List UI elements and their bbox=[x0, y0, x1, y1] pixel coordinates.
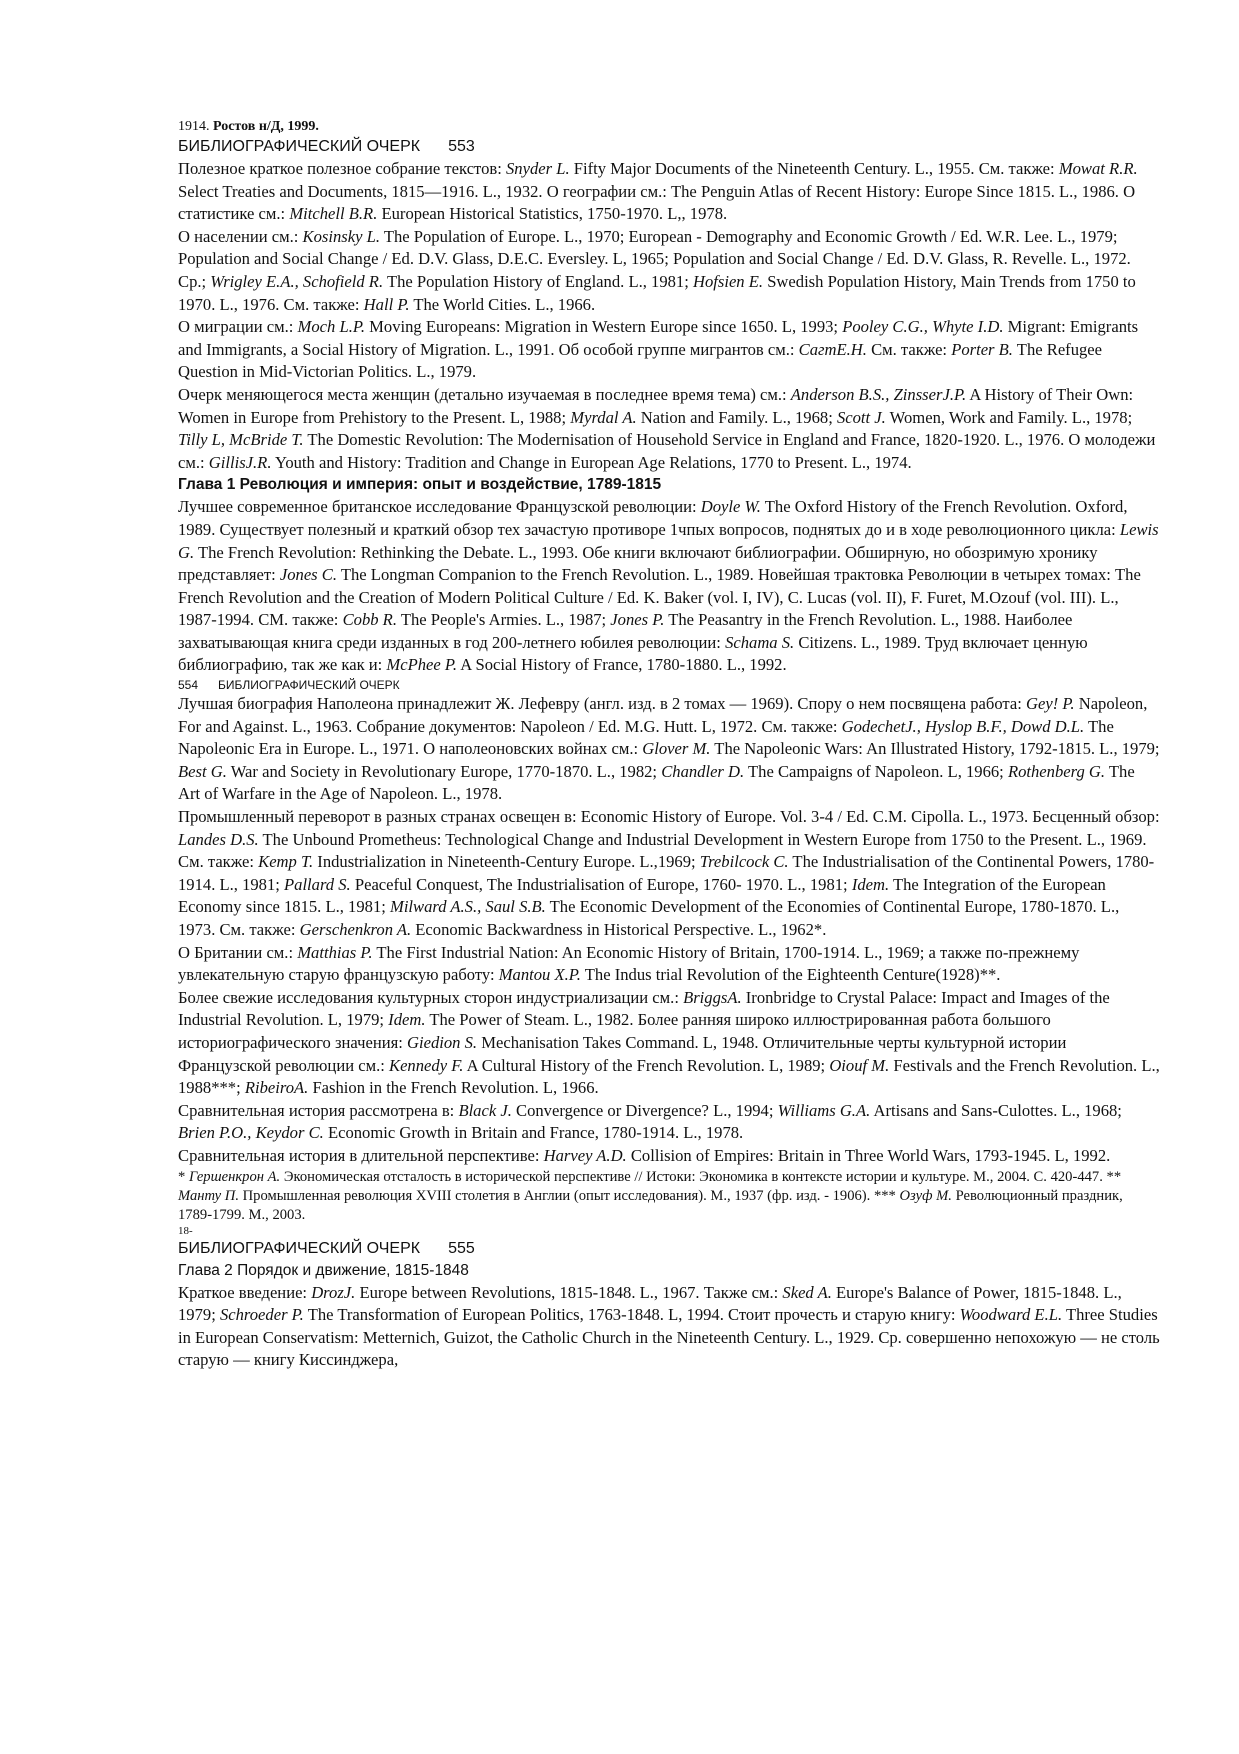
text-run: Economic Growth in Britain and France, 1780-1914. L., 1978. bbox=[323, 1123, 744, 1143]
top-line-bold: Ростов н/Д, 1999. bbox=[213, 119, 319, 134]
citation-author: Pallard S. bbox=[284, 874, 351, 894]
text-run: The Longman Companion to the French Revolution. L., 1989. Новейшая трактовка Революции в четырех томах: The French Revolution and the Creation of Modern Political Culture / Ed. K. Baker (vol. I, IV), C. Lucas (vol. II), F. Furet, M.Ozouf (vol. III). L., 1987-1994. СМ. также: bbox=[178, 565, 1141, 630]
text-run: Лучшая биография Наполеона принадлежит Ж. Лефевру (англ. изд. в 2 томах — 1969). Спору о нем посвящена работа: bbox=[178, 694, 1027, 714]
text-run: Промышленная революция XVIII столетия в Англии (опыт исследования). М., 1937 (фр. изд. - 1906). *** bbox=[238, 1187, 900, 1204]
text-run: Экономическая отсталость в исторической перспективе // Истоки: Экономика в контексте истории и культуре. М., 2004. С. 420-447. ** bbox=[280, 1168, 1122, 1185]
text-run: Революционный праздник, 1789-1799. М., 2003. bbox=[178, 1187, 1123, 1223]
citation-author: Озуф М. bbox=[899, 1187, 952, 1204]
text-run: Select Treaties and Documents, 1815—1916. L., 1932. О географии см.: The Penguin Atlas of Recent History: Europe Since 1815. L., 1986. О статистике см.: bbox=[178, 181, 1136, 224]
citation-author: Tilly L, McBride T. bbox=[178, 430, 304, 450]
citation-author: Jones P. bbox=[610, 610, 665, 630]
citation-author: BriggsA. bbox=[683, 987, 742, 1007]
text-run: The Domestic Revolution: The Modernisation of Household Service in England and France, 1820-1920. L., 1976. О молодежи см.: bbox=[178, 430, 1156, 472]
text-run: Artisans and Sans-Culottes. L., 1968; bbox=[870, 1100, 1122, 1120]
text-run: The Campaigns of Napoleon. L, 1966; bbox=[744, 761, 1008, 781]
running-head-554 bbox=[178, 677, 1160, 693]
bibliography-paragraph bbox=[178, 1145, 1160, 1168]
text-run: Fifty Major Documents of the Nineteenth Century. L., 1955. См. также: bbox=[569, 159, 1059, 178]
citation-author: Woodward E.L. bbox=[959, 1305, 1063, 1325]
text-run: О Британии см.: bbox=[178, 942, 298, 962]
text-run: Сравнительная история рассмотрена в: bbox=[178, 1100, 459, 1120]
text-run: Napoleon, For and Against. L., 1963. Собрание документов: Napoleon / Ed. M.G. Hutt. L, 1972. См. также: bbox=[178, 694, 1148, 736]
text-run: The Economic Development of the Economies of Continental Europe, 1780-1870. L., 1973. См. также: bbox=[178, 897, 1120, 939]
paragraph-group-c bbox=[178, 693, 1160, 1167]
text-run: The Refugee Question in Mid-Victorian Politics. L., 1979. bbox=[178, 339, 1103, 382]
citation-author: Moch L.P. bbox=[297, 317, 365, 337]
text-run: Mechanisation Takes Command. L, 1948. Отличительные черты культурной истории Французской революции см.: bbox=[178, 1032, 1067, 1075]
text-run: Three Studies in European Conservatism: Metternich, Guizot, the Catholic Church in the Nineteenth Century. L., 1929. Ср. совершенно непохожую — не столь старую — книгу Киссинджера, bbox=[178, 1305, 1160, 1370]
chapter-1-heading: Глава 1 Революция и империя: опыт и воздействие, 1789-1815 bbox=[178, 476, 662, 494]
text-run: War and Society in Revolutionary Europe, 1770-1870. L., 1982; bbox=[226, 761, 662, 781]
citation-author: Gerschenkron A. bbox=[299, 920, 412, 939]
citation-author: Giedion S. bbox=[407, 1032, 478, 1052]
bibliography-paragraph bbox=[178, 496, 1160, 677]
text-run: The Oxford History of the French Revolution. Oxford, 1989. Существует полезный и краткий обзор тех зачастую противоре 1чпых вопросов, поднятых до и в ходе революционного цикла: bbox=[178, 497, 1128, 539]
citation-author: Glover M. bbox=[642, 739, 711, 759]
text-run: The People's Armies. L., 1987; bbox=[396, 610, 611, 630]
folio-mark: 18- bbox=[178, 1224, 193, 1237]
text-run: Citizens. L., 1989. Труд включает ценную библиографию, так же как и: bbox=[178, 632, 1088, 675]
text-run: Europe between Revolutions, 1815-1848. L., 1967. Также см.: bbox=[355, 1282, 783, 1302]
text-run: * bbox=[178, 1168, 189, 1185]
running-head-555 bbox=[178, 1238, 1160, 1260]
running-head-title: БИБЛИОГРАФИЧЕСКИЙ ОЧЕРК bbox=[178, 138, 421, 155]
running-head-553 bbox=[178, 136, 1160, 158]
text-run: Europe's Balance of Power, 1815-1848. L., 1979; bbox=[178, 1282, 1122, 1325]
citation-author: Harvey A.D. bbox=[543, 1145, 627, 1165]
citation-author: Doyle W. bbox=[700, 497, 761, 517]
citation-author: Rothenberg G. bbox=[1007, 761, 1106, 781]
citation-author: Brien P.O., Keydor C. bbox=[178, 1123, 324, 1143]
text-run: Economic Backwardness in Historical Perspective. L., 1962*. bbox=[411, 920, 827, 939]
citation-author: Lewis G. bbox=[178, 519, 1159, 562]
top-line-plain: 1914. bbox=[178, 119, 213, 134]
text-run: A History of Their Own: Women in Europe from Prehistory to the Present. L, 1988; bbox=[178, 384, 1134, 427]
text-run: The Transformation of European Politics, 1763-1848. L, 1994. Стоит прочесть и старую книгу: bbox=[303, 1305, 960, 1325]
citation-author: DrozJ. bbox=[311, 1282, 356, 1302]
text-run: The First Industrial Nation: An Economic History of Britain, 1700-1914. L., 1969; а также по-прежнему увлекательную старую французскую работу: bbox=[178, 942, 1080, 985]
text-run: Лучшее современное британское исследование Французской революции: bbox=[178, 497, 701, 517]
citation-author: Landes D.S. bbox=[178, 829, 259, 849]
page-number: 553 bbox=[448, 138, 475, 155]
text-run: The Industrialisation of the Continental Powers, 1780-1914. L., 1981; bbox=[178, 852, 1155, 894]
document-page bbox=[178, 118, 1160, 1372]
text-run: The Population History of England. L., 1981; bbox=[383, 271, 693, 291]
citation-author: Williams G.A. bbox=[777, 1100, 871, 1120]
text-run: Сравнительная история в длительной перспективе: bbox=[178, 1145, 544, 1165]
text-run: The Indus trial Revolution of the Eighteenth Centure(1928)**. bbox=[580, 965, 1001, 985]
bibliography-paragraph bbox=[178, 384, 1160, 474]
bibliography-paragraph bbox=[178, 226, 1160, 316]
running-head-title: БИБЛИОГРАФИЧЕСКИЙ ОЧЕРК bbox=[218, 678, 400, 693]
citation-author: Hofsien E. bbox=[692, 271, 764, 291]
citation-author: McPhee P. bbox=[386, 655, 458, 675]
text-run: О миграции см.: bbox=[178, 317, 298, 337]
bibliography-paragraph bbox=[178, 1282, 1160, 1372]
citation-author: Myrdal A. bbox=[570, 407, 637, 427]
citation-author: Kosinsky L. bbox=[302, 226, 380, 246]
text-run: The Unbound Prometheus: Technological Change and Industrial Development in Western Europe from 1750 to the Present. L., 1969. См. также: bbox=[178, 829, 1147, 872]
text-run: The Napoleonic Wars: An Illustrated History, 1792-1815. L., 1979; bbox=[710, 739, 1160, 759]
bibliography-paragraph bbox=[178, 806, 1160, 942]
citation-author: Best G. bbox=[178, 761, 227, 781]
bibliography-paragraph bbox=[178, 987, 1160, 1100]
citation-author: RibeiroA. bbox=[244, 1078, 309, 1098]
text-run: European Historical Statistics, 1750-1970. L,, 1978. bbox=[377, 204, 728, 224]
bibliography-paragraph bbox=[178, 316, 1160, 384]
citation-author: Mantou X.P. bbox=[498, 965, 581, 985]
citation-author: Trebilcock C. bbox=[699, 852, 789, 872]
paragraph-group-b bbox=[178, 496, 1160, 677]
citation-author: Pooley C.G., Whyte I.D. bbox=[842, 317, 1004, 337]
text-run: The Integration of the European Economy since 1815. L., 1981; bbox=[178, 874, 1106, 917]
text-run: Nation and Family. L., 1968; bbox=[636, 407, 837, 427]
text-run: Moving Europeans: Migration in Western Europe since 1650. L, 1993; bbox=[365, 317, 843, 337]
text-run: О населении см.: bbox=[178, 226, 303, 246]
text-run: Collision of Empires: Britain in Three World Wars, 1793-1945. L, 1992. bbox=[626, 1145, 1111, 1165]
top-line bbox=[178, 118, 1160, 136]
citation-author: CaгmE.H. bbox=[798, 339, 867, 359]
citation-author: Scott J. bbox=[836, 407, 886, 427]
citation-author: Gey! P. bbox=[1026, 694, 1075, 714]
citation-author: Oiouf M. bbox=[829, 1055, 890, 1075]
citation-author: Milward A.S., Saul S.B. bbox=[390, 897, 546, 917]
text-run: Полезное краткое полезное собрание текстов: bbox=[178, 159, 506, 178]
citation-author: GodechetJ., Hyslop B.F., Dowd D.L. bbox=[841, 716, 1085, 736]
citation-author: Hall P. bbox=[363, 294, 410, 314]
citation-author: Chandler D. bbox=[661, 761, 745, 781]
citation-author: Matthias P. bbox=[297, 942, 373, 962]
citation-author: Idem. bbox=[388, 1010, 426, 1030]
text-run: The Napoleonic Era in Europe. L., 1971. О наполеоновских войнах см.: bbox=[178, 716, 1114, 759]
citation-author: Cobb R. bbox=[342, 610, 397, 630]
citation-author: GillisJ.R. bbox=[208, 452, 272, 472]
citation-author: Kemp T. bbox=[258, 852, 314, 872]
citation-author: Kennedy F. bbox=[389, 1055, 464, 1075]
text-run: Festivals and the French Revolution. L., 1988***; bbox=[178, 1055, 1160, 1098]
text-run: Более свежие исследования культурных сторон индустриализации см.: bbox=[178, 987, 684, 1007]
text-run: The Peasantry in the French Revolution. L., 1988. Наиболее захватывающая книга среди изданных в год 200-летнего юбилея революции: bbox=[178, 610, 1073, 652]
paragraph-group-a bbox=[178, 158, 1160, 474]
footnote bbox=[178, 1168, 1160, 1225]
citation-author: Snyder L. bbox=[506, 159, 570, 178]
bibliography-paragraph bbox=[178, 693, 1160, 806]
page-number: 555 bbox=[448, 1239, 475, 1257]
citation-author: Wrigley E.A., Schofield R. bbox=[210, 271, 384, 291]
text-run: Промышленный переворот в разных странах освещен в: Economic History of Europe. Vol. 3-4 / Ed. C.M. Cipolla. L., 1973. Бесценный обзор: bbox=[178, 807, 1160, 827]
citation-author: Porter B. bbox=[951, 339, 1013, 359]
text-run: Fashion in the French Revolution. L, 1966. bbox=[308, 1078, 599, 1098]
text-run: Swedish Population History, Main Trends from 1750 to 1970. L., 1976. См. также: bbox=[178, 271, 1136, 314]
bibliography-paragraph bbox=[178, 1100, 1160, 1145]
citation-author: Anderson B.S., ZinsserJ.P. bbox=[790, 384, 967, 404]
text-run: Industrialization in Nineteenth-Century Europe. L.,1969; bbox=[313, 852, 700, 872]
citation-author: Black J. bbox=[458, 1100, 512, 1120]
citation-author: Гершенкрон А. bbox=[188, 1168, 281, 1185]
text-run: Women, Work and Family. L., 1978; bbox=[885, 407, 1133, 427]
text-run: Youth and History: Tradition and Change in European Age Relations, 1770 to Present. L., 1974. bbox=[271, 452, 912, 472]
citation-author: Mowat R.R. bbox=[1058, 159, 1138, 178]
running-head-title: БИБЛИОГРАФИЧЕСКИЙ ОЧЕРК bbox=[178, 1239, 421, 1257]
text-run: The Population of Europe. L., 1970; European - Demography and Economic Growth / Ed. W.R. Lee. L., 1979; Population and Social Change / Ed. D.V. Glass, D.E.C. Eversley. L, 1965; Population and Social Change / Ed. D.V. Glass, R. Revelle. L., 1972. Ср.; bbox=[178, 226, 1131, 291]
citation-author: Манту П. bbox=[178, 1187, 239, 1204]
text-run: Ironbridge to Crystal Palace: Impact and Images of the Industrial Revolution. L, 1979; bbox=[178, 987, 1110, 1030]
text-run: The World Cities. L., 1966. bbox=[409, 294, 596, 314]
page-number: 554 bbox=[178, 678, 199, 693]
bibliography-paragraph bbox=[178, 942, 1160, 987]
paragraph-group-d bbox=[178, 1282, 1160, 1372]
citation-author: Mitchell B.R. bbox=[289, 204, 378, 224]
citation-author: Schroeder P. bbox=[219, 1305, 304, 1325]
text-run: Краткое введение: bbox=[178, 1282, 312, 1302]
text-run: The French Revolution: Rethinking the Debate. L., 1993. Обе книги включают библиографии. Обширную, но обозримую хронику представляет: bbox=[178, 542, 1098, 585]
text-run: Migrant: Emigrants and Immigrants, a Social History of Migration. L., 1991. Об особой группе мигрантов см.: bbox=[178, 317, 1139, 359]
text-run: Peaceful Conquest, The Industrialisation of Europe, 1760- 1970. L., 1981; bbox=[350, 874, 852, 894]
text-run: Очерк меняющегося места женщин (детально изучаемая в последнее время тема) см.: bbox=[178, 384, 791, 404]
citation-author: Sked A. bbox=[782, 1282, 832, 1302]
text-run: A Cultural History of the French Revolution. L, 1989; bbox=[463, 1055, 830, 1075]
text-run: A Social History of France, 1780-1880. L., 1992. bbox=[457, 655, 787, 675]
citation-author: Schama S. bbox=[725, 632, 795, 652]
text-run: The Power of Steam. L., 1982. Более ранняя широко иллюстрированная работа большого историографического значения: bbox=[178, 1010, 1051, 1052]
bibliography-paragraph bbox=[178, 158, 1160, 226]
text-run: См. также: bbox=[866, 339, 952, 359]
citation-author: Jones C. bbox=[279, 565, 338, 585]
text-run: Convergence or Divergence? L., 1994; bbox=[511, 1100, 778, 1120]
text-run: The Art of Warfare in the Age of Napoleon. L., 1978. bbox=[178, 761, 1135, 804]
chapter-2-heading: Глава 2 Порядок и движение, 1815-1848 bbox=[178, 1261, 469, 1279]
citation-author: Idem. bbox=[851, 874, 890, 894]
